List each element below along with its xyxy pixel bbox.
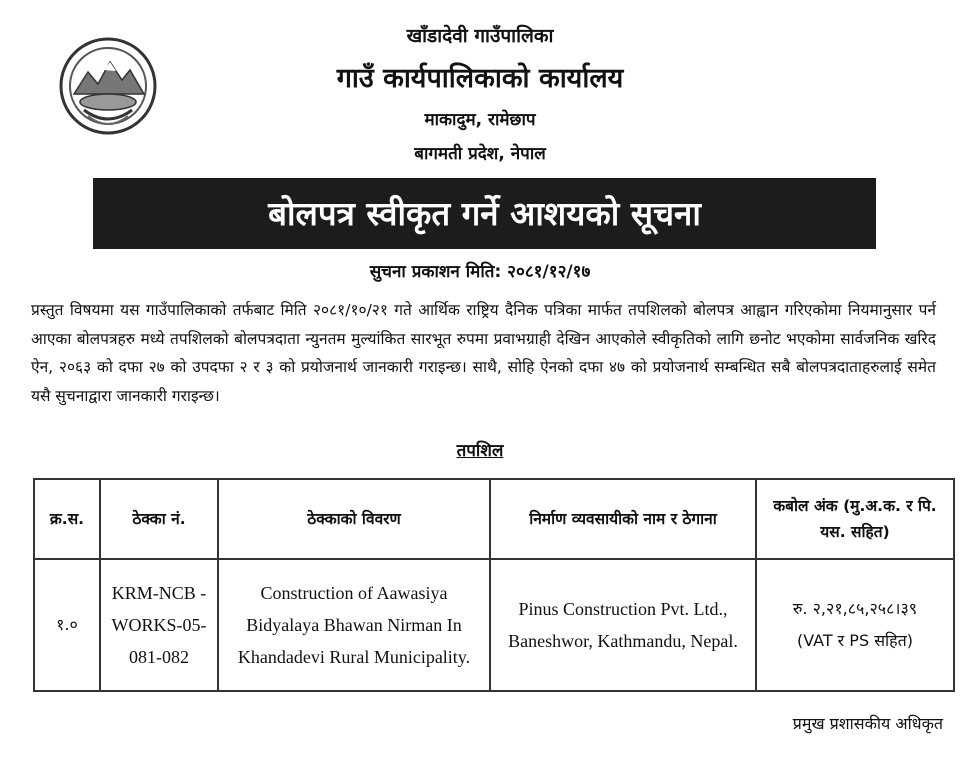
bid-amount-value: रु. २,२१,८५,२५८।३९ [792, 599, 918, 618]
col-contract-no: ठेक्का नं. [100, 479, 218, 559]
col-serial: क्र.स. [34, 479, 100, 559]
publication-date: सुचना प्रकाशन मिति: २०८१/१२/१७ [369, 262, 591, 282]
col-contractor: निर्माण व्यवसायीको नाम र ठेगाना [490, 479, 756, 559]
notice-body: प्रस्तुत विषयमा यस गाउँपालिकाको तर्फबाट मिति २०८१/१०/२१ गते आर्थिक राष्ट्रिय दैनिक पत्रिका मार्फत तपशिलको बोलपत्र आह्वान गरिएकोमा नियमानुसार पर्न आएका बोलपत्रहरु मध्ये तपशिलको बोलपत्रदाता न्युनतम मुल्यांकित सारभूत रुपमा प्रवाभग्राही देखिन आएकोले स्वीकृतिको लागि छनोट भएकोमा सार्वजनिक खरिद ऐन, २०६३ को दफा २७ को उपदफा २ र ३ को प्रयोजनार्थ जानकारी गराइन्छ। साथै, सोहि ऐनको दफा ४७ को प्रयोजनार्थ सम्बन्धित सबै बोलपत्रदाताहरुलाई समेत यसै सुचनाद्वारा जानकारी गराइन्छ। [31, 301, 936, 405]
notice-title: बोलपत्र स्वीकृत गर्ने आशयको सूचना [93, 178, 876, 249]
col-description: ठेक्काको विवरण [218, 479, 490, 559]
col-bid-amount: कबोल अंक (मु.अ.क. र पि. यस. सहित) [756, 479, 954, 559]
municipality-name: खाँडादेवी गाउँपालिका [406, 25, 554, 47]
office-name: गाउँ कार्यपालिकाको कार्यालय [336, 63, 624, 94]
cell-description: Construction of Aawasiya Bidyalaya Bhawan Nirman In Khandadevi Rural Municipality. [218, 559, 490, 691]
bid-amount-note: (VAT र PS सहित) [796, 631, 914, 650]
office-location: माकादुम, रामेछाप [424, 110, 536, 130]
cell-contract-no: KRM-NCB -WORKS-05-081-082 [100, 559, 218, 691]
signatory: प्रमुख प्रशासकीय अधिकृत [792, 714, 943, 733]
province-country: बागमती प्रदेश, नेपाल [414, 144, 546, 164]
cell-serial: १.० [34, 559, 100, 691]
details-heading: तपशिल [456, 441, 504, 461]
cell-contractor: Pinus Construction Pvt. Ltd., Baneshwor, Kathmandu, Nepal. [490, 559, 756, 691]
cell-bid-amount [756, 559, 954, 691]
table-header-row [34, 479, 954, 559]
table-row [34, 559, 954, 691]
government-emblem-icon [58, 36, 158, 136]
bid-table [33, 478, 955, 692]
